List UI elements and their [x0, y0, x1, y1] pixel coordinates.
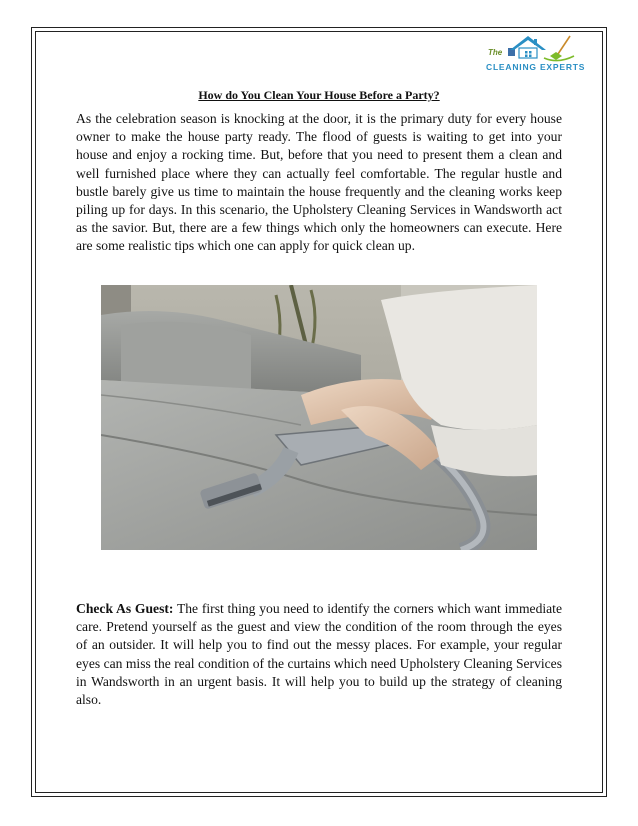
check-as-guest-paragraph [76, 600, 562, 709]
cleaning-experts-logo [486, 34, 602, 80]
intro-paragraph: As the celebration season is knocking at the door, it is the primary duty for every house owner to make the house party ready. The flood of guests is waiting to get into your house and enjoy a rocking time. But, before that you need to present them a clean and well furnished place where they can actually feel comfortable. The regular hustle and bustle barely give us time to maintain the house frequently and the cleaning works keep piling up for days. In this scenario, the Upholstery Cleaning Services in Wandsworth act as the savior. But, there are a few things which only the homeowners can execute. Here are some realistic tips which one can apply for quick clean up. [76, 111, 562, 254]
photo-illustration [101, 285, 537, 550]
logo-the-text: The [488, 48, 503, 57]
vacuum-cleaning-sofa-photo [101, 285, 537, 550]
page-title: How do You Clean Your House Before a Party? [198, 88, 440, 102]
house-broom-logo-icon [486, 34, 602, 80]
logo-name-text: CLEANING EXPERTS [486, 62, 586, 72]
section-body-text: The first thing you need to identify the corners which want immediate care. Pretend yourself as the guest and view the condition of the room through the eyes of an outsider. It will help you to find out the messy places. For example, your regular eyes can miss the real condition of the curtains which need Upholstery Cleaning Services in Wandsworth in an urgent basis. It will help you to build up the strategy of cleaning also. [76, 601, 562, 708]
section-lead-heading: Check As Guest: [76, 601, 174, 616]
